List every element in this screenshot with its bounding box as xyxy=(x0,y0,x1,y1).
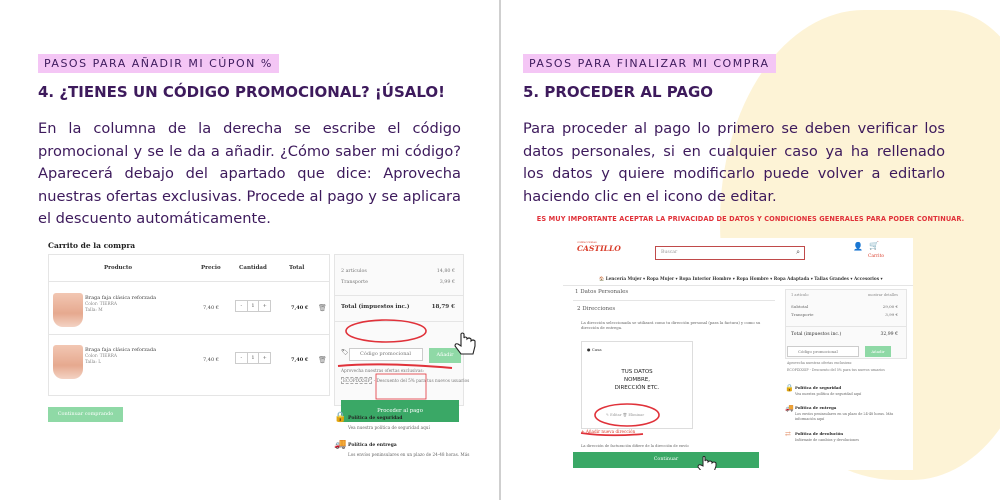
edit-address-button[interactable]: ✎ Editar 🗑 Eliminar xyxy=(606,413,645,417)
policy-security[interactable] xyxy=(334,412,464,438)
table-row xyxy=(49,285,329,335)
policy-title: Política de devolución xyxy=(795,431,844,436)
step-tag-coupon: PASOS PARA AÑADIR MI CÚPON % xyxy=(38,54,279,73)
nav-item[interactable]: Ropa Mujer xyxy=(646,276,675,281)
transport-label: Transporte xyxy=(341,280,368,285)
summary-divider xyxy=(335,295,463,296)
policy-desc: Los envíos peninsulares en un plazo de 24-48 horas. Más xyxy=(348,452,470,457)
policy-returns[interactable] xyxy=(785,430,907,454)
product-color: Color: TIERRA xyxy=(85,354,117,359)
summary-total xyxy=(791,332,898,337)
step-tag-finish: PASOS PARA FINALIZAR MI COMPRA xyxy=(523,54,776,73)
summary-divider xyxy=(335,321,463,322)
qty-value[interactable]: 1 xyxy=(248,353,260,363)
subtotal-value: 29,00 € xyxy=(882,304,898,309)
logo-subtitle: confecciones xyxy=(577,240,597,244)
articles-label: 2 artículos xyxy=(341,269,367,274)
col-header-price: Precio xyxy=(201,265,221,271)
billing-address-link[interactable]: La dirección de facturación difiere de la dirección de envío xyxy=(581,444,689,448)
qty-decrease-button[interactable]: - xyxy=(236,353,248,363)
product-size: Talla: L xyxy=(85,359,102,365)
promo-code-description: - Descuento del 5% para tus nuevos usuarios xyxy=(372,378,470,383)
promo-code-input[interactable]: Código promocional xyxy=(787,346,859,357)
continue-shopping-button[interactable]: Continuar comprando xyxy=(48,407,123,422)
nav-divider xyxy=(563,285,913,286)
add-promo-button[interactable]: Añadir xyxy=(429,348,461,363)
table-row xyxy=(49,337,329,387)
policy-title: Política de seguridad xyxy=(348,416,403,421)
add-promo-button[interactable]: Añadir xyxy=(865,346,891,357)
transport-value: 3,99 € xyxy=(885,312,898,317)
product-price: 7,40 € xyxy=(203,305,219,311)
cart-table xyxy=(48,254,330,396)
product-name[interactable]: Braga faja clásica reforzada xyxy=(85,295,157,301)
product-image[interactable] xyxy=(53,345,83,379)
proceed-to-payment-button[interactable]: Proceder al pago xyxy=(341,400,459,422)
address-line: NOMBRE, xyxy=(623,377,650,383)
promo-note: Aprovecha nuestras ofertas exclusivas: xyxy=(787,361,853,365)
quantity-stepper[interactable] xyxy=(235,352,271,364)
col-header-quantity: Cantidad xyxy=(239,265,267,271)
nav-item[interactable]: Ropa Adaptada xyxy=(773,276,810,281)
nav-item[interactable]: Ropa Hombre xyxy=(736,276,769,281)
search-input[interactable] xyxy=(655,246,805,260)
summary-divider xyxy=(786,326,906,327)
qty-value[interactable]: 1 xyxy=(248,301,260,311)
policy-title: Política de seguridad xyxy=(795,385,842,390)
order-summary xyxy=(334,254,470,414)
address-placeholder-text xyxy=(582,368,692,392)
checkout-screenshot xyxy=(563,238,913,470)
policy-desc: Vea nuestra política de seguridad aquí xyxy=(348,425,430,430)
step-divider xyxy=(573,300,775,301)
product-info xyxy=(85,347,156,365)
product-info xyxy=(85,295,156,313)
cart-label[interactable]: Carrito xyxy=(868,254,884,259)
product-image[interactable] xyxy=(53,293,83,327)
site-logo[interactable]: CASTILLO xyxy=(577,244,621,253)
tag-icon: 🏷 xyxy=(341,349,349,356)
qty-decrease-button[interactable]: - xyxy=(236,301,248,311)
address-card[interactable] xyxy=(581,341,693,429)
nav-item[interactable]: Tallas Grandes xyxy=(814,276,849,281)
lock-icon: 🔒 xyxy=(785,384,794,392)
search-placeholder: Buscar xyxy=(661,250,678,255)
show-details-link[interactable]: mostrar detalles xyxy=(868,293,898,297)
trash-icon[interactable]: 🗑 xyxy=(318,304,327,312)
col-header-total: Total xyxy=(289,265,305,271)
cart-screenshot xyxy=(42,232,470,472)
summary-count: 1 artículo xyxy=(791,293,809,297)
cart-title: Carrito de la compra xyxy=(48,241,136,250)
return-arrows-icon: ⇄ xyxy=(785,430,791,438)
transport-label: Transporte xyxy=(791,312,814,317)
policy-title: Política de entrega xyxy=(348,443,397,448)
product-size: Talla: M xyxy=(85,307,103,313)
home-icon[interactable]: 🏠 xyxy=(599,276,605,281)
user-icon[interactable]: 👤 xyxy=(853,242,863,251)
promo-code[interactable]: ECOPIXXSIP xyxy=(343,378,371,383)
summary-subtotal xyxy=(791,304,898,309)
articles-value: 14,80 € xyxy=(436,269,455,274)
delivery-truck-icon: 🚚 xyxy=(785,404,794,412)
checkout-steps xyxy=(573,289,775,459)
product-color: Color: TIERRA xyxy=(85,302,117,307)
total-label: Total (impuestos inc.) xyxy=(341,304,410,310)
summary-transport xyxy=(791,312,898,317)
promo-code-offer[interactable] xyxy=(787,368,885,372)
promo-code-offer[interactable] xyxy=(341,378,469,383)
nav-item[interactable]: Accesorios xyxy=(853,276,880,281)
row-total: 7,40 € xyxy=(291,305,309,311)
cart-icon[interactable]: 🛒 xyxy=(869,241,879,250)
policy-desc: Vea nuestra política de seguridad aquí xyxy=(795,392,862,396)
address-line: TUS DATOS xyxy=(621,369,653,375)
subtotal-label: Subtotal xyxy=(791,304,809,309)
search-icon[interactable]: ⌕ xyxy=(796,248,800,256)
summary-transport xyxy=(341,280,455,285)
quantity-stepper[interactable] xyxy=(235,300,271,312)
policy-title: Política de entrega xyxy=(795,405,837,410)
nav-item[interactable]: Lencería Mujer xyxy=(605,276,642,281)
row-divider xyxy=(49,334,329,335)
add-address-link[interactable]: + Añadir nueva dirección xyxy=(581,429,636,434)
promo-note: Aprovecha nuestras ofertas exclusivas: xyxy=(341,368,424,373)
transport-value: 3,99 € xyxy=(439,280,455,285)
total-value: 18,79 € xyxy=(431,304,455,310)
product-price: 7,40 € xyxy=(203,357,219,363)
address-card-label: Casa xyxy=(591,347,602,352)
step-5-heading: 5. PROCEDER AL PAGO xyxy=(523,83,714,101)
promo-code-description: - Descuento del 5% para tus nuevos usuarios xyxy=(808,368,885,372)
total-value: 32,99 € xyxy=(880,332,898,337)
delivery-truck-icon: 🚚 xyxy=(334,439,347,450)
step-addresses: 2 Direcciones xyxy=(577,306,616,312)
nav-item[interactable]: Ropa Interior Hombre xyxy=(679,276,732,281)
total-label: Total (impuestos inc.) xyxy=(791,332,842,337)
address-card-title: ● Casa xyxy=(587,347,602,352)
summary-header xyxy=(791,293,898,297)
address-line: DIRECCIÓN ETC. xyxy=(614,385,660,391)
policy-desc: Infórmate de cambios y devoluciones xyxy=(795,438,859,442)
policy-desc: Los envíos peninsulares en un plazo de 24-48 horas. Más información aquí xyxy=(795,412,894,421)
qty-increase-button[interactable]: + xyxy=(262,303,267,309)
product-name[interactable]: Braga faja clásica reforzada xyxy=(85,347,157,353)
promo-code[interactable]: ECOPIXXSIP xyxy=(787,368,809,372)
right-panel xyxy=(501,0,1000,500)
step-personal-data[interactable]: 1 Datos Personales xyxy=(575,289,629,295)
row-total: 7,40 € xyxy=(291,357,309,363)
address-note: La dirección seleccionada se utilizará como tu dirección personal (para la factura) y como su dirección de entrega. xyxy=(581,320,761,330)
policy-delivery[interactable] xyxy=(785,404,907,428)
privacy-warning: ES MUY IMPORTANTE ACEPTAR LA PRIVACIDAD DE DATOS Y CONDICIONES GENERALES PARA PODER CONTINUAR. xyxy=(536,215,965,223)
step-4-heading: 4. ¿TIENES UN CÓDIGO PROMOCIONAL? ¡ÚSALO! xyxy=(38,83,445,101)
trash-icon[interactable]: 🗑 xyxy=(318,356,327,364)
summary-total xyxy=(341,304,455,310)
step-5-paragraph: Para proceder al pago lo primero se deben verificar los datos personales, si en cualquier caso ya ha rellenado los datos y quiere modificarlo puede volver a editarlo haciendo clic en el icono de editar. xyxy=(523,120,945,205)
promo-code-input[interactable]: Código promocional xyxy=(349,348,423,361)
header-divider xyxy=(49,281,329,282)
left-panel xyxy=(0,0,499,500)
continue-button[interactable]: Continuar xyxy=(573,452,759,468)
qty-increase-button[interactable]: + xyxy=(262,355,267,361)
main-nav: 🏠 Lencería Mujer ▾ Ropa Mujer ▾ Ropa Interior Hombre ▾ Ropa Hombre ▾ Ropa Adaptada ▾ Tallas Grandes ▾ Accesorios ▾ xyxy=(599,276,883,281)
policy-delivery[interactable] xyxy=(334,439,470,465)
step-4-paragraph: En la columna de la derecha se escribe el código promocional y se le da a añadir. ¿Cómo saber mi código? Aparecerá debajo del apartado que dice: Aprovecha nuestras ofertas exclusivas. Procede al pago y se aplicara el descuento automáticamente. xyxy=(38,120,461,227)
col-header-product: Producto xyxy=(104,265,133,271)
promo-block xyxy=(785,344,907,374)
summary-articles xyxy=(341,269,455,274)
lock-icon: 🔒 xyxy=(334,412,347,423)
